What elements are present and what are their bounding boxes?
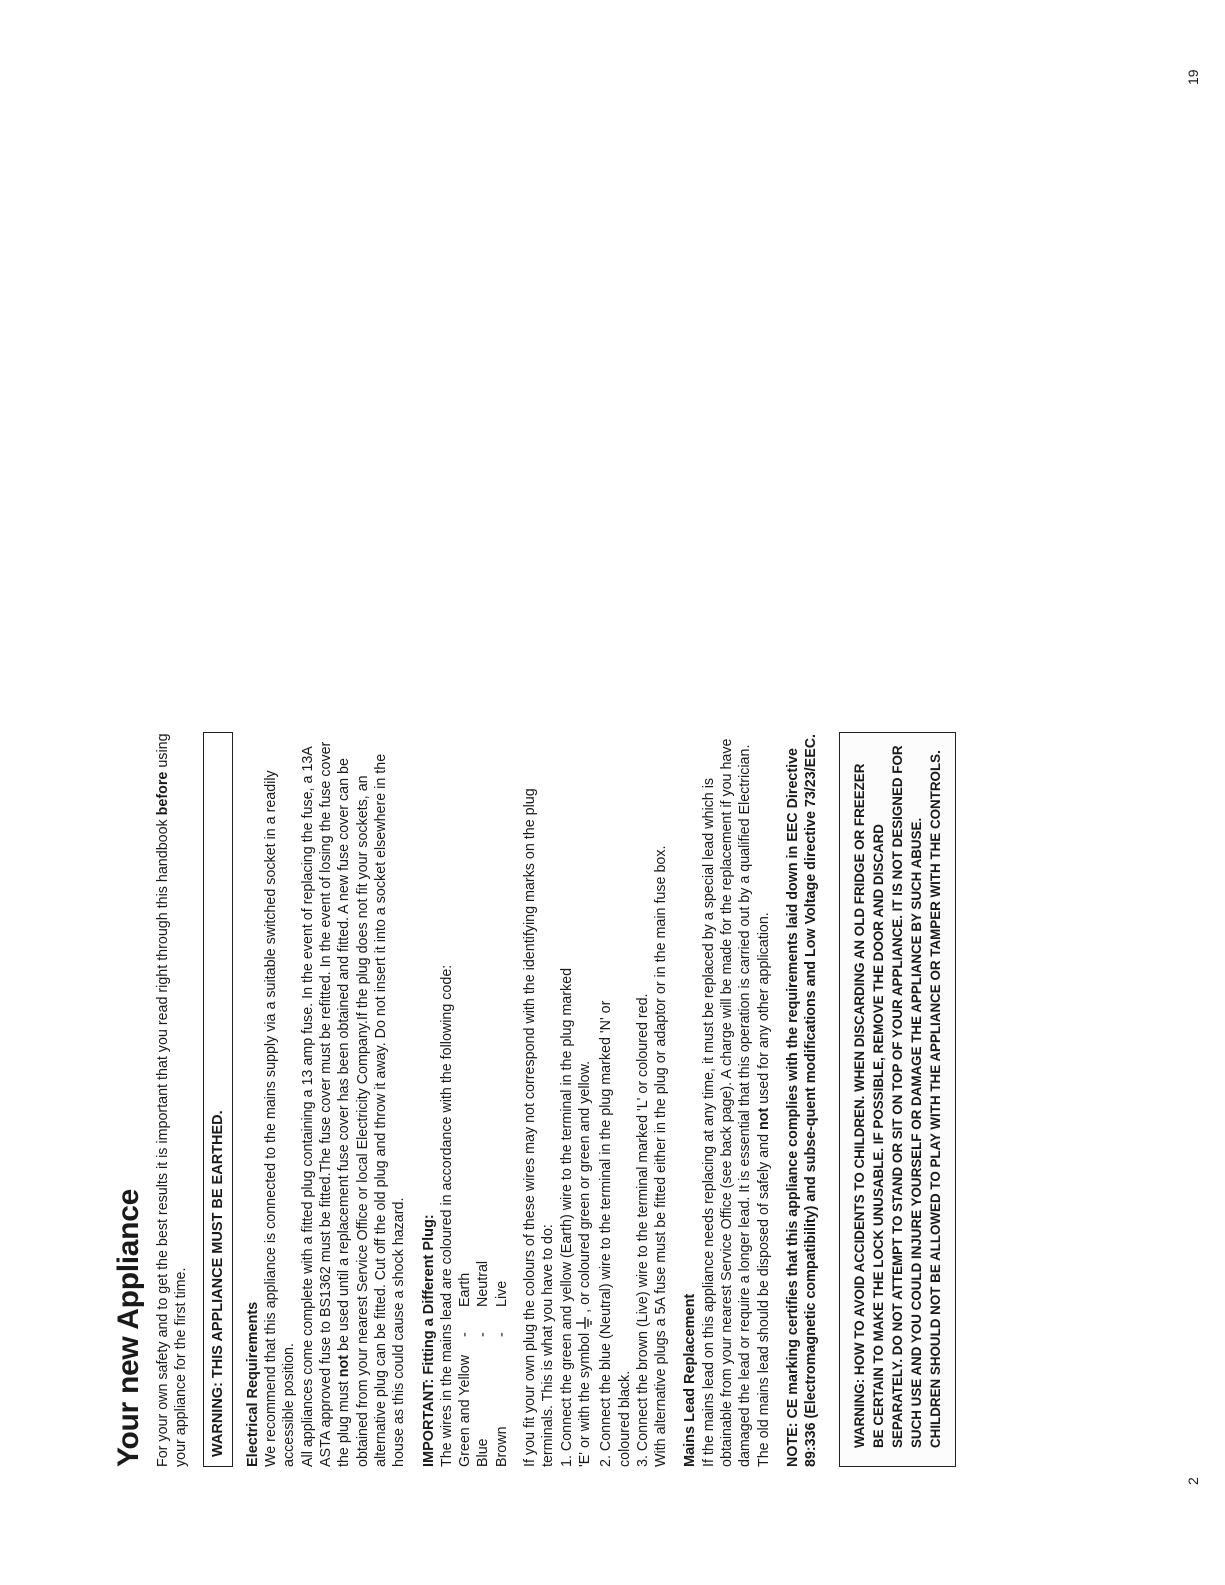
electrical-p1: We recommend that this appliance is connected to the mains supply via a suitable switched socket in a readily accessible position. — [263, 770, 298, 1467]
plug-section — [420, 732, 671, 1467]
mains-p2 — [755, 732, 773, 1467]
electrical-p2 — [299, 732, 409, 1467]
mains-p2-b: used for any other application. — [755, 912, 772, 1108]
intro-text-end: using your appliance for the first time. — [155, 733, 190, 1467]
electrical-p2-b: be used until a replacement fuse cover has been obtained and fitted. A new fuse cover can be obtained from your nearest Service Office or local Electricity Company.If the plug does not fit your sockets, an alternative plug can be fitted. Cut off the old plug and throw it away. Do not insert it into a socket elsewhere in the house as this could cause a shock hazard. — [336, 753, 408, 1467]
electrical-p2-a: All appliances come complete with a fitted plug containing a 13 amp fuse. In the event of replacing the fuse, a 13A ASTA approved fuse to BS1362 must be fitted.The fuse cover must be refitted. In the event of losing the fuse cover the plug must — [299, 741, 353, 1467]
step-1-line-2 — [576, 732, 597, 1467]
page-number-left: 2 — [1185, 1477, 1201, 1485]
mains-p2-a: The old mains lead should be disposed of safely and — [755, 1130, 772, 1467]
code-colour: Blue — [475, 1438, 492, 1467]
ce-note: NOTE: CE marking certifies that this appliance complies with the requirements laid down in EEC Directive 89:336 (Electromagnetic compatibility) and subse-quent modifications and Low Voltage directive 73/23/EEC. — [784, 733, 820, 1467]
child-safety-warning-box: WARNING: HOW TO AVOID ACCIDENTS TO CHILDREN. WHEN DISCARDING AN OLD FRIDGE OR FREEZER BE CERTAIN TO MAKE THE LOCK UNUSABLE. IF POSSIBLE, REMOVE THE DOOR AND DISCARD SEPARATELY. DO NOT ATTEMPT TO STAND OR SIT ON TOP OF YOUR APPLIANCE. IT IS NOT DESIGNED FOR SUCH USE AND YOU COULD INJURE YOURSELF OR DAMAGE THE APPLIANCE BY SUCH ABUSE. CHILDREN SHOULD NOT BE ALLOWED TO PLAY WITH THE APPLIANCE OR TAMPER WITH THE CONTROLS. — [839, 732, 956, 1467]
code-meaning: Earth — [457, 1272, 474, 1307]
electrical-section — [244, 732, 409, 1467]
electrical-p2-bold: not — [336, 1354, 353, 1378]
mains-section — [681, 732, 772, 1467]
wire-colour-codes — [456, 732, 511, 1467]
earth-symbol-icon — [576, 1316, 597, 1330]
code-dash: - — [457, 1332, 474, 1337]
code-dash: - — [475, 1332, 492, 1337]
intro-paragraph — [154, 732, 191, 1467]
mains-p2-bold: not — [755, 1107, 772, 1130]
plug-para: If you fit your own plug the colours of these wires may not correspond with the identifying marks on the plug terminals. This is what you have to do: — [522, 788, 557, 1467]
plug-intro: The wires in the mains lead are coloured in accordance with the following code: — [438, 964, 455, 1467]
code-meaning: Live — [493, 1280, 510, 1307]
page-number-right: 19 — [1185, 69, 1201, 85]
step-1-line-1: 1. Connect the green and yellow (Earth) wire to the terminal in the plug marked — [558, 967, 575, 1467]
electrical-heading: Electrical Requirements — [244, 1301, 261, 1467]
content-column — [112, 732, 956, 1467]
step-1-pre: 'E' or with the symbol — [576, 1332, 593, 1467]
plug-steps — [558, 732, 652, 1467]
plug-after: With alternative plugs a 5A fuse must be fitted either in the plug or adaptor or in the main fuse box. — [653, 845, 670, 1467]
code-meaning: Neutral — [475, 1260, 492, 1307]
code-colour: Brown — [493, 1426, 510, 1467]
plug-heading: IMPORTANT: Fitting a Different Plug: — [420, 1214, 437, 1467]
earth-warning-box: WARNING: THIS APPLIANCE MUST BE EARTHED. — [203, 732, 233, 1467]
code-dash: - — [493, 1332, 510, 1337]
step-1-post: , or coloured green or green and yellow. — [576, 1060, 593, 1313]
mains-heading: Mains Lead Replacement — [682, 1293, 699, 1467]
step-2-line-1: 2. Connect the blue (Neutral) wire to the terminal in the plug marked 'N' or — [598, 1000, 615, 1467]
intro-bold: before — [155, 771, 171, 816]
page-title: Your new Appliance — [112, 1189, 145, 1467]
intro-text: For your own safety and to get the best results it is important that you read right through this handbook — [155, 815, 171, 1467]
code-colour: Green and Yellow — [457, 1354, 474, 1467]
step-2-line-2: coloured black. — [616, 1370, 633, 1467]
mains-p1: If the mains lead on this appliance needs replacing at any time, it must be replaced by a special lead which is obtainable from your nearest Service Office (see back page). A charge will be made for the replacement if you have damaged the lead or require a longer lead. It is essential that this operation is carried out by a qualified Electrician. — [700, 738, 754, 1467]
step-3: 3. Connect the brown (Live) wire to the terminal marked 'L' or coloured red. — [634, 993, 651, 1467]
